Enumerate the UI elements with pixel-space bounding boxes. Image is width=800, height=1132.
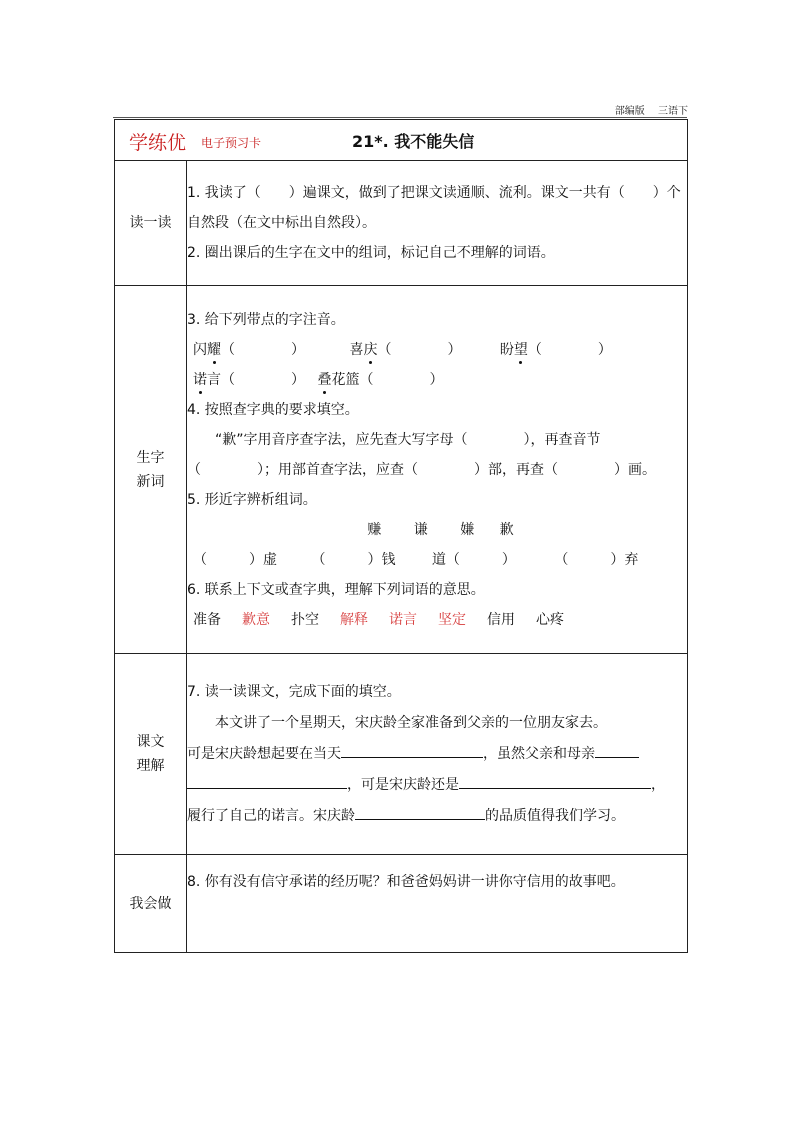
similar-char: 歉 — [499, 521, 514, 538]
similar-char: 赚 — [367, 521, 382, 538]
preview-card-table — [114, 119, 688, 953]
fill-blank[interactable] — [595, 739, 639, 758]
section-label-comprehension: 课文 理解 — [115, 654, 187, 855]
section-practice — [115, 855, 688, 953]
fill-blank[interactable] — [187, 770, 347, 789]
question-1: 1. 我读了（ ）遍课文，做到了把课文读通顺、流利。课文一共有（ ）个自然段（在文中标出自然段）。 — [187, 185, 681, 231]
section-vocab — [115, 286, 688, 654]
pinyin-row-2 — [187, 365, 687, 395]
section-label-practice: 我会做 — [115, 855, 187, 953]
publisher-label: 部编版 — [614, 106, 645, 117]
card-header — [115, 120, 688, 161]
comprehension-line-4: 履行了自己的诺言。宋庆龄 的品质值得我们学习。 — [187, 801, 687, 832]
dotted-char: 耀 — [207, 335, 221, 365]
vocab-word: 歉意 — [242, 611, 270, 628]
grade-label: 三语下 — [658, 106, 688, 117]
vocab-word: 诺言 — [389, 611, 417, 628]
section-read — [115, 161, 688, 286]
question-5: 5. 形近字辨析组词。 — [187, 491, 317, 508]
question-4-text: “歉”字用音序查字法，应先查大写字母（ ），再查音节（ ）；用部首查字法，应查（ ）部，再查（ ）画。 — [187, 431, 656, 478]
section-content-practice — [187, 855, 688, 953]
vocab-word: 坚定 — [438, 611, 466, 628]
fill-blank[interactable] — [459, 770, 651, 789]
question-2: 2. 圈出课后的生字在文中的组词，标记自己不理解的词语。 — [187, 245, 555, 261]
compound-blank: （ ）弃 — [554, 551, 639, 568]
pinyin-item: 盼望（ ） — [500, 335, 612, 365]
comprehension-para-1: 本文讲了一个星期天，宋庆龄全家准备到父亲的一位朋友家去。 — [215, 714, 607, 731]
compound-blank: （ ）虚 — [193, 551, 277, 568]
compound-blank: 道（ ） — [431, 551, 516, 568]
fill-blank[interactable] — [355, 801, 485, 820]
brand-logo-text: 学练优 — [129, 132, 187, 154]
pinyin-item: 闪耀（ ） — [193, 335, 345, 365]
section-comprehension — [115, 654, 688, 855]
comprehension-line-2: 可是宋庆龄想起要在当天 ，虽然父亲和母亲 — [187, 739, 687, 770]
dotted-char: 望 — [514, 335, 528, 365]
question-6: 6. 联系上下文或查字典，理解下列词语的意思。 — [187, 581, 485, 598]
question-8: 8. 你有没有信守承诺的经历呢？和爸爸妈妈讲一讲你守信用的故事吧。 — [187, 874, 625, 890]
similar-char: 嫌 — [460, 521, 475, 538]
vocab-word: 信用 — [487, 611, 515, 628]
card-subtitle: 电子预习卡 — [201, 136, 262, 150]
pinyin-item: 喜庆（ ） — [349, 335, 495, 365]
section-content-comprehension — [187, 654, 688, 855]
dotted-char: 叠 — [317, 365, 331, 395]
section-content-read — [187, 161, 688, 286]
similar-char-blanks — [187, 545, 687, 575]
pinyin-row-1 — [187, 335, 687, 365]
header-divider — [113, 117, 687, 118]
comprehension-line-3: ，可是宋庆龄还是 ， — [187, 770, 687, 801]
pinyin-item: 诺言（ ） — [193, 365, 313, 395]
section-label-vocab: 生字 新词 — [115, 286, 187, 654]
vocab-word-list — [187, 605, 687, 635]
vocab-word: 心疼 — [536, 611, 564, 628]
section-content-vocab — [187, 286, 688, 654]
section-label-read: 读一读 — [115, 161, 187, 286]
compound-blank: （ ）钱 — [311, 551, 396, 568]
lesson-title: 21*. 我不能失信 — [352, 132, 475, 151]
pinyin-item: 叠花篮（ ） — [317, 365, 443, 395]
question-7: 7. 读一读课文，完成下面的填空。 — [187, 683, 401, 700]
vocab-word: 扑空 — [291, 611, 319, 628]
vocab-word: 准备 — [193, 611, 221, 628]
similar-char: 谦 — [413, 521, 428, 538]
dotted-char: 诺 — [193, 365, 207, 395]
question-4: 4. 按照查字典的要求填空。 — [187, 401, 359, 418]
vocab-word: 解释 — [340, 611, 368, 628]
similar-chars — [187, 515, 687, 545]
question-3: 3. 给下列带点的字注音。 — [187, 311, 345, 328]
edition-label — [605, 102, 688, 117]
dotted-char: 庆 — [363, 335, 377, 365]
fill-blank[interactable] — [341, 739, 483, 758]
